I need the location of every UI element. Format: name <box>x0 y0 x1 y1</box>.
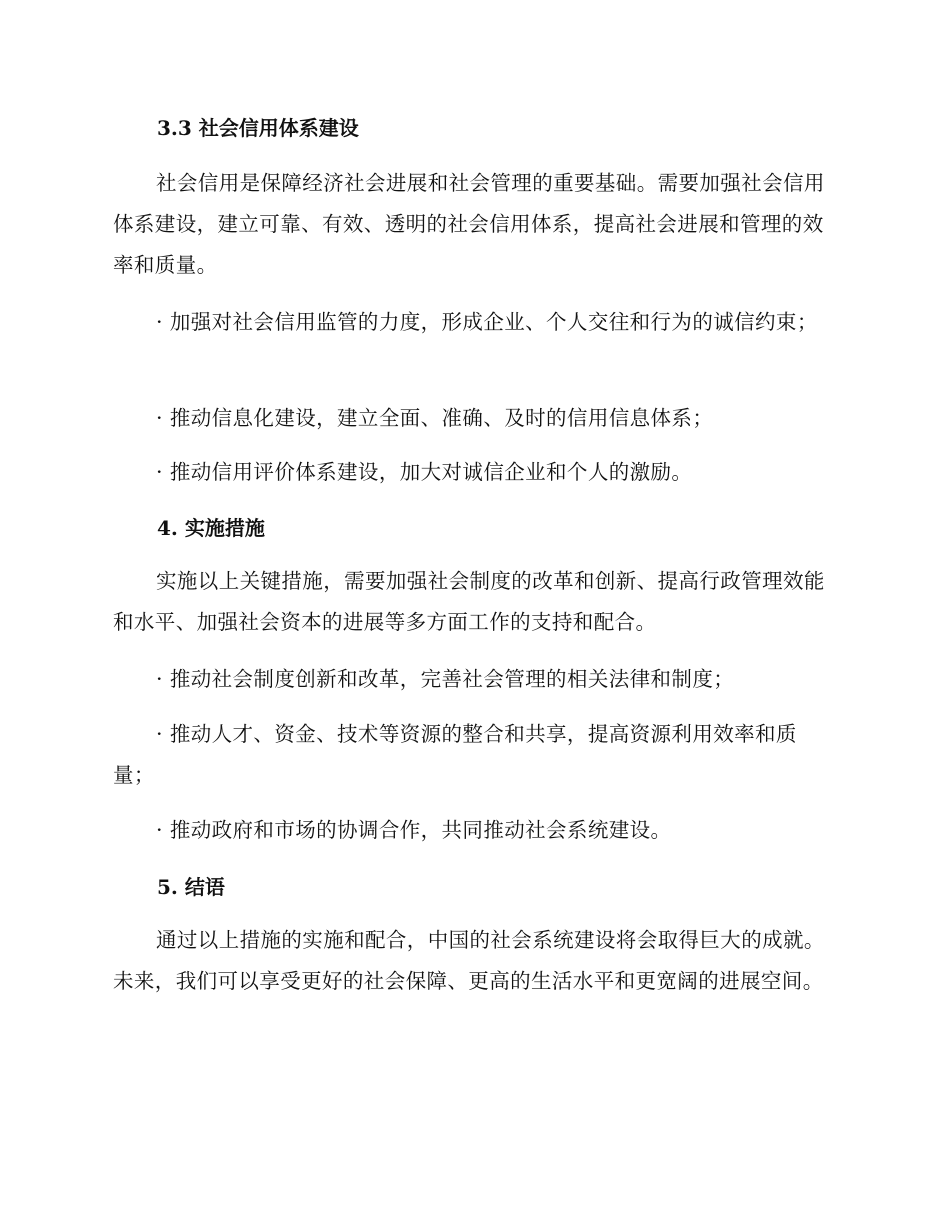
section-paragraph-implementation: 实施以上关键措施，需要加强社会制度的改革和创新、提高行政管理效能和水平、加强社会资本的进展等多方面工作的支持和配合。 <box>113 569 825 634</box>
bullet-item: · 推动信息化建设，建立全面、准确、及时的信用信息体系； <box>156 406 714 430</box>
bullet-item: · 推动人才、资金、技术等资源的整合和共享，提高资源利用效率和质量； <box>113 722 797 787</box>
section-heading-conclusion: 5. 结语 <box>157 875 225 899</box>
section-heading-credit-system: 3.3 社会信用体系建设 <box>157 116 359 140</box>
bullet-item: · 推动信用评价体系建设，加大对诚信企业和个人的激励。 <box>156 460 693 484</box>
bullet-item: · 推动政府和市场的协调合作，共同推动社会系统建设。 <box>156 818 672 842</box>
bullet-item: · 加强对社会信用监管的力度，形成企业、个人交往和行为的诚信约束； <box>156 310 818 334</box>
section-paragraph-conclusion: 通过以上措施的实施和配合，中国的社会系统建设将会取得巨大的成就。未来，我们可以享受更好的社会保障、更高的生活水平和更宽阔的进展空间。 <box>113 928 825 993</box>
bullet-item: · 推动社会制度创新和改革，完善社会管理的相关法律和制度； <box>156 667 735 691</box>
section-heading-implementation: 4. 实施措施 <box>157 516 265 540</box>
section-paragraph-credit-system: 社会信用是保障经济社会进展和社会管理的重要基础。需要加强社会信用体系建设，建立可靠、有效、透明的社会信用体系，提高社会进展和管理的效率和质量。 <box>113 171 825 277</box>
